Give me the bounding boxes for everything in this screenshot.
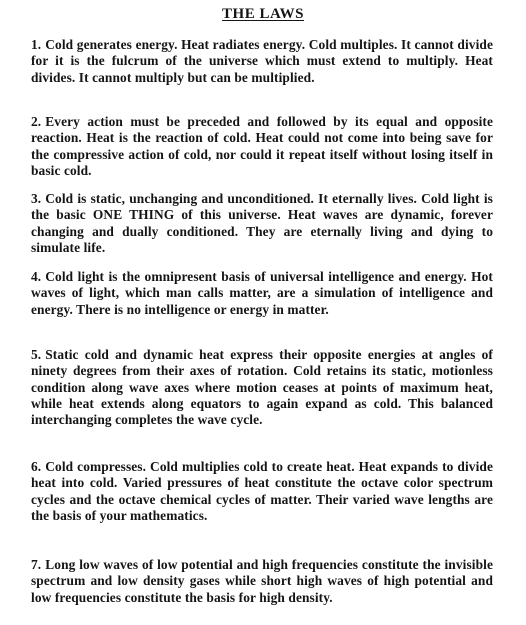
law-paragraph-5 (31, 347, 493, 428)
law-number: 4. (31, 269, 42, 284)
law-number: 3. (31, 191, 42, 206)
law-text: Static cold and dynamic heat express their opposite energies at angles of ninety degrees from their axes of rotation. Cold retains its static, motionless condition along wave axes where motion ceases at points of maximum heat, while heat extends along equators to again expand as cold. This balanced interchanging completes the wave cycle. (31, 347, 493, 428)
law-paragraph-2 (31, 114, 493, 179)
law-paragraph-6 (31, 459, 493, 524)
law-number: 2. (31, 114, 42, 129)
page-title: THE LAWS (222, 6, 304, 22)
law-text: Cold light is the omnipresent basis of universal intelligence and energy. Hot waves of light, which man calls matter, are a simulation of intelligence and energy. There is no intelligence or energy in matter. (31, 269, 493, 317)
law-text: Cold generates energy. Heat radiates energy. Cold multiples. It cannot divide for it is the fulcrum of the universe which must extend to multiply. Heat divides. It cannot multiply but can be multiplied. (31, 37, 493, 85)
law-number: 1. (31, 37, 42, 52)
law-paragraph-3 (31, 191, 493, 256)
law-text: Long low waves of low potential and high frequencies constitute the invisible spectrum and low density gases while short high waves of high potential and low frequencies constitute the basis for high density. (31, 557, 493, 605)
law-number: 5. (31, 347, 42, 362)
law-text: Every action must be preceded and followed by its equal and opposite reaction. Heat is the reaction of cold. Heat could not come into being save for the compressive action of cold, nor could it repeat itself without losing itself in basic cold. (31, 114, 493, 178)
law-number: 6. (31, 459, 42, 474)
law-number: 7. (31, 557, 42, 572)
law-paragraph-7 (31, 557, 493, 606)
law-paragraph-4 (31, 269, 493, 318)
law-paragraph-1 (31, 37, 493, 86)
law-text: Cold compresses. Cold multiplies cold to create heat. Heat expands to divide heat into cold. Varied pressures of heat constitute the octave color spectrum cycles and the octave chemical cycles of matter. Their varied wave lengths are the basis of your mathematics. (31, 459, 493, 523)
law-text: Cold is static, unchanging and unconditioned. It eternally lives. Cold light is the basic ONE THING of this universe. Heat waves are dynamic, forever changing and dually conditioned. They are eternally living and dying to simulate life. (31, 191, 493, 255)
